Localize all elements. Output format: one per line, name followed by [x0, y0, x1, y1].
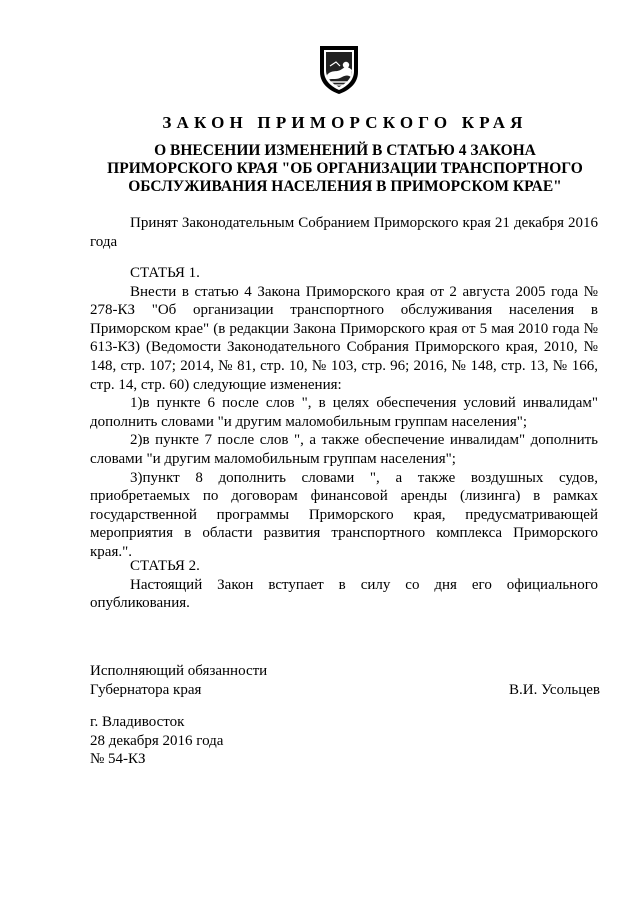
article-1-item-3: 3)пункт 8 дополнить словами ", а также воздушных судов, приобретаемых по договорам финансовой аренды (лизинга) в рамках государственной программы Приморского края, предусматривающей мероприятия в области развития транспортного комплекса Приморского края.". [90, 469, 598, 560]
coat-of-arms-emblem [316, 42, 362, 96]
article-1-intro: Внести в статью 4 Закона Приморского края от 2 августа 2005 года № 278-КЗ "Об организации транспортного обслуживания населения в Приморском крае" (в редакции Закона Приморского края от 5 мая 2010 года № 613-КЗ) (Ведомости Законодательного Собрания Приморского края, 2010, № 148, стр. 107; 2014, № 81, стр. 10, № 103, стр. 96; 2016, № 148, стр. 13, № 166, стр. 14, стр. 60) следующие изменения: [90, 283, 598, 393]
adoption-paragraph [90, 214, 598, 251]
signatory-position-line-1: Исполняющий обязанности [90, 663, 268, 679]
signatory-name: В.И. Усольцев [509, 681, 600, 698]
law-subtitle: О ВНЕСЕНИИ ИЗМЕНЕНИЙ В СТАТЬЮ 4 ЗАКОНА ПРИМОРСКОГО КРАЯ "ОБ ОРГАНИЗАЦИИ ТРАНСПОРТНОГО ОБСЛУЖИВАНИЯ НАСЕЛЕНИЯ В ПРИМОРСКОМ КРАЕ" [107, 142, 583, 195]
article-2-heading: СТАТЬЯ 2. [130, 558, 200, 574]
article-1-heading: СТАТЬЯ 1. [130, 265, 200, 281]
place-date-block [90, 713, 223, 769]
law-number: № 54-КЗ [90, 751, 146, 768]
signature-block [90, 662, 600, 699]
adoption-text: Принят Законодательным Собранием Приморского края 21 декабря 2016 года [90, 215, 598, 250]
article-2-text: Настоящий Закон вступает в силу со дня его официального опубликования. [90, 576, 598, 612]
article-1-item-2: 2)в пункте 7 после слов ", а также обеспечение инвалидам" дополнить словами "и другим маломобильным группам населения"; [90, 432, 598, 467]
city: г. Владивосток [90, 714, 185, 730]
article-2 [90, 557, 598, 613]
article-1-item-1: 1)в пункте 6 после слов ", в целях обеспечения условий инвалидам" дополнить словами "и другим маломобильным группам населения"; [90, 395, 598, 430]
signatory-position-line-2: Губернатора края [90, 681, 202, 698]
signing-date: 28 декабря 2016 года [90, 732, 224, 749]
law-title: ЗАКОН ПРИМОРСКОГО КРАЯ [162, 113, 528, 132]
article-1 [90, 264, 598, 562]
